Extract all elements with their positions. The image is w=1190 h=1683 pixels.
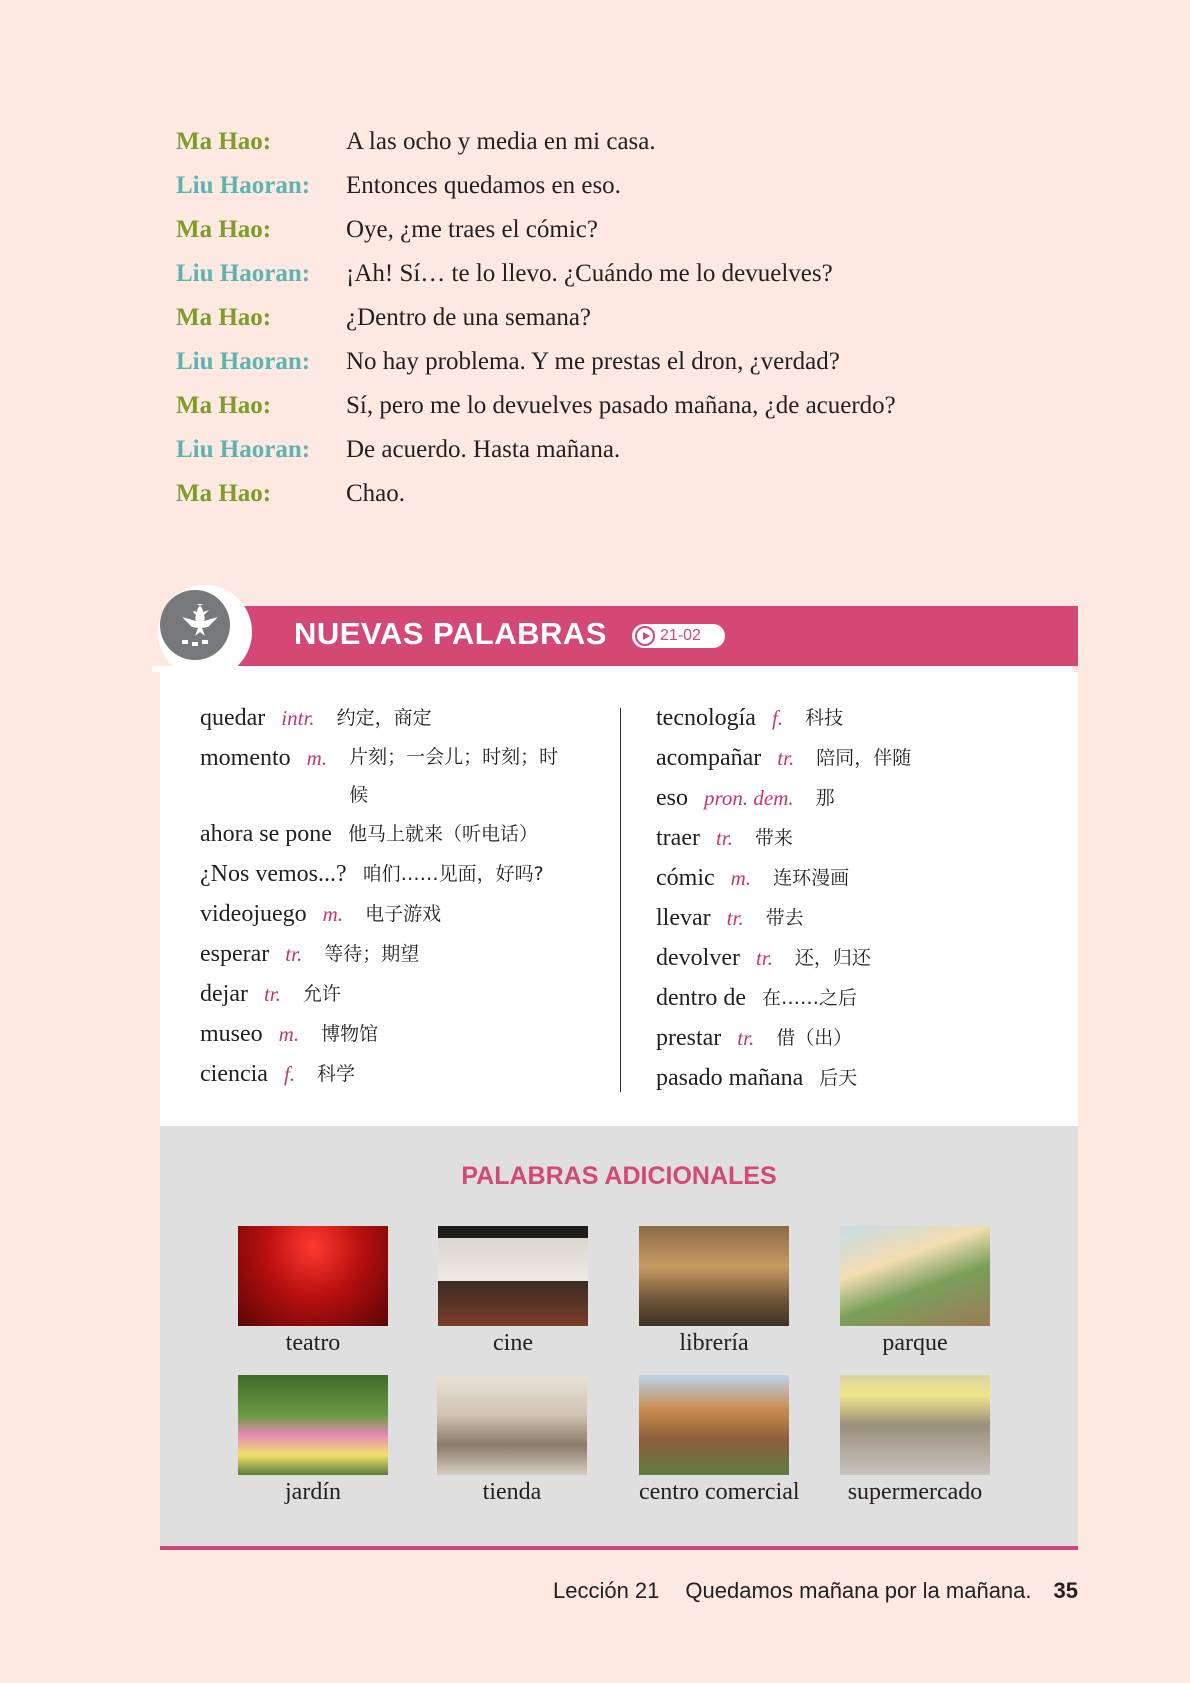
garden-photo — [238, 1375, 388, 1475]
vocab-entry — [200, 814, 620, 854]
picture-caption: jardín — [285, 1479, 341, 1505]
speaker-name: Liu Haoran: — [176, 260, 311, 287]
vocabulary-panel — [160, 672, 1078, 1126]
utterance: A las ocho y media en mi casa. — [346, 128, 656, 155]
picture-card — [238, 1375, 388, 1506]
vocab-column-left — [200, 698, 620, 1094]
vocab-entry — [656, 738, 1056, 778]
dialogue-line — [176, 164, 896, 208]
vocab-column-right — [656, 698, 1056, 1098]
speaker-name: Ma Hao: — [176, 216, 272, 243]
picture-card — [437, 1375, 587, 1506]
vocab-meaning: 借（出） — [776, 1027, 853, 1049]
dialogue-line — [176, 208, 896, 252]
play-icon[interactable] — [635, 626, 655, 646]
column-divider — [620, 708, 621, 1092]
vocab-meaning: 后天 — [819, 1067, 858, 1089]
vocab-meaning: 咱们……见面，好吗? — [362, 863, 544, 885]
vocab-word: quedar — [200, 705, 266, 731]
vocab-entry — [656, 858, 1056, 898]
audio-track-number: 21-02 — [660, 627, 701, 644]
vocab-grammar: intr. — [281, 706, 315, 730]
vocab-grammar: tr. — [263, 982, 281, 1006]
shop-photo — [437, 1375, 587, 1475]
vocab-word: devolver — [656, 945, 740, 971]
vocab-grammar: pron. dem. — [704, 786, 794, 810]
vocab-entry — [656, 938, 1056, 978]
speaker-name: Ma Hao: — [176, 480, 272, 507]
vocab-word: esperar — [200, 941, 270, 967]
picture-card — [639, 1226, 789, 1357]
picture-caption: teatro — [285, 1330, 341, 1356]
speaker-name: Liu Haoran: — [176, 436, 311, 463]
vocab-meaning: 他马上就来（听电话） — [347, 823, 538, 845]
picture-caption: parque — [882, 1330, 948, 1356]
vocab-entry — [200, 1014, 620, 1054]
speaker-name: Ma Hao: — [176, 304, 272, 331]
theater-photo — [238, 1226, 388, 1326]
utterance: ¡Ah! Sí… te lo llevo. ¿Cuándo me lo devuelves? — [346, 260, 833, 287]
vocab-word: pasado mañana — [656, 1065, 804, 1091]
dialogue-line — [176, 340, 896, 384]
vocab-entry — [200, 1054, 620, 1094]
vocab-entry — [200, 854, 620, 894]
utterance: ¿Dentro de una semana? — [346, 304, 592, 331]
vocab-grammar: tr. — [777, 746, 795, 770]
vocab-entry — [656, 898, 1056, 938]
vocab-entry — [656, 978, 1056, 1018]
vocab-word: llevar — [656, 905, 711, 931]
picture-card — [639, 1375, 800, 1506]
audio-track-badge[interactable] — [632, 624, 725, 648]
vocab-meaning: 科学 — [317, 1063, 356, 1085]
picture-caption: centro comercial — [639, 1479, 800, 1505]
dialogue-line — [176, 120, 896, 164]
vocab-word: ahora se pone — [200, 821, 332, 847]
bookstore-photo — [639, 1226, 789, 1326]
speaker-name: Ma Hao: — [176, 128, 272, 155]
vocab-entry — [200, 894, 620, 934]
vocab-meaning: 带去 — [765, 907, 804, 929]
dialogue — [176, 120, 896, 516]
vocab-entry — [656, 778, 1056, 818]
section-title: NUEVAS PALABRAS — [294, 616, 607, 651]
vocab-grammar: m. — [322, 902, 344, 926]
vocab-meaning: 电子游戏 — [365, 903, 442, 925]
mall-photo — [639, 1375, 789, 1475]
vocab-word: ¿Nos vemos...? — [200, 861, 347, 887]
vocab-grammar: f. — [771, 706, 784, 730]
utterance: Chao. — [346, 480, 406, 507]
vocab-grammar: tr. — [285, 942, 303, 966]
vocab-grammar: m. — [278, 1022, 300, 1046]
speaker-name: Liu Haoran: — [176, 348, 311, 375]
picture-caption: librería — [679, 1330, 749, 1356]
vocab-grammar: f. — [283, 1062, 296, 1086]
vocab-meaning: 那 — [815, 787, 835, 809]
dialogue-line — [176, 384, 896, 428]
vocab-grammar: m. — [730, 866, 752, 890]
bottom-rule — [160, 1546, 1078, 1550]
speaker-name: Liu Haoran: — [176, 172, 311, 199]
vocab-entry — [200, 934, 620, 974]
additional-words-panel — [160, 1126, 1078, 1546]
vocab-word: dentro de — [656, 985, 746, 1011]
page-number: 35 — [1053, 1578, 1078, 1603]
utterance: No hay problema. Y me prestas el dron, ¿verdad? — [346, 348, 840, 375]
vocab-meaning: 还，归还 — [794, 947, 871, 969]
vocab-meaning: 带来 — [754, 827, 793, 849]
vocab-meaning: 允许 — [302, 983, 341, 1005]
vocab-word: eso — [656, 785, 688, 811]
picture-card — [238, 1226, 388, 1357]
bird-logo-icon — [160, 590, 230, 660]
vocab-meaning: 博物馆 — [321, 1023, 379, 1045]
vocab-word: traer — [656, 825, 700, 851]
picture-card — [840, 1375, 990, 1506]
vocab-meaning: 约定，商定 — [336, 707, 432, 729]
vocab-meaning: 在……之后 — [761, 987, 857, 1009]
vocab-meaning: 连环漫画 — [773, 867, 850, 889]
vocab-entry — [200, 698, 620, 738]
utterance: De acuerdo. Hasta mañana. — [346, 436, 621, 463]
vocab-grammar: tr. — [737, 1026, 755, 1050]
vocab-word: videojuego — [200, 901, 307, 927]
vocab-entry — [200, 738, 620, 814]
vocab-grammar: tr. — [755, 946, 773, 970]
picture-caption: tienda — [482, 1479, 542, 1505]
vocab-meaning: 科技 — [805, 707, 844, 729]
picture-caption: cine — [493, 1330, 533, 1356]
page-footer — [0, 1578, 1078, 1604]
picture-card — [438, 1226, 588, 1357]
vocab-entry — [656, 818, 1056, 858]
vocab-word: acompañar — [656, 745, 762, 771]
supermarket-photo — [840, 1375, 990, 1475]
vocab-word: momento — [200, 745, 291, 771]
vocab-entry — [656, 1058, 1056, 1098]
vocab-meaning: 等待；期望 — [324, 943, 420, 965]
picture-card — [840, 1226, 990, 1357]
vocab-meaning: 陪同，伴随 — [816, 747, 912, 769]
vocab-word: tecnología — [656, 705, 756, 731]
vocab-grammar: tr. — [726, 906, 744, 930]
dialogue-line — [176, 472, 896, 516]
vocab-word: dejar — [200, 981, 248, 1007]
vocab-grammar: tr. — [715, 826, 733, 850]
vocab-entry — [656, 698, 1056, 738]
utterance: Entonces quedamos en eso. — [346, 172, 621, 199]
dialogue-line — [176, 428, 896, 472]
park-photo — [840, 1226, 990, 1326]
vocab-entry — [656, 1018, 1056, 1058]
picture-caption: supermercado — [847, 1479, 983, 1505]
vocab-grammar: m. — [306, 746, 328, 770]
vocab-meaning: 片刻；一会儿；时刻；时候 — [349, 746, 559, 806]
utterance: Sí, pero me lo devuelves pasado mañana, ¿de acuerdo? — [346, 392, 896, 419]
additional-words-title: PALABRAS ADICIONALES — [461, 1162, 777, 1190]
lesson-number: Lección 21 — [552, 1578, 660, 1603]
vocab-word: prestar — [656, 1025, 722, 1051]
vocab-word: museo — [200, 1021, 263, 1047]
speaker-name: Ma Hao: — [176, 392, 272, 419]
vocab-word: cómic — [656, 865, 715, 891]
vocab-entry — [200, 974, 620, 1014]
dialogue-line — [176, 252, 896, 296]
cinema-photo — [438, 1226, 588, 1326]
lesson-title: Quedamos mañana por la mañana. — [685, 1578, 1032, 1603]
dialogue-line — [176, 296, 896, 340]
utterance: Oye, ¿me traes el cómic? — [346, 216, 598, 243]
vocab-word: ciencia — [200, 1061, 268, 1087]
